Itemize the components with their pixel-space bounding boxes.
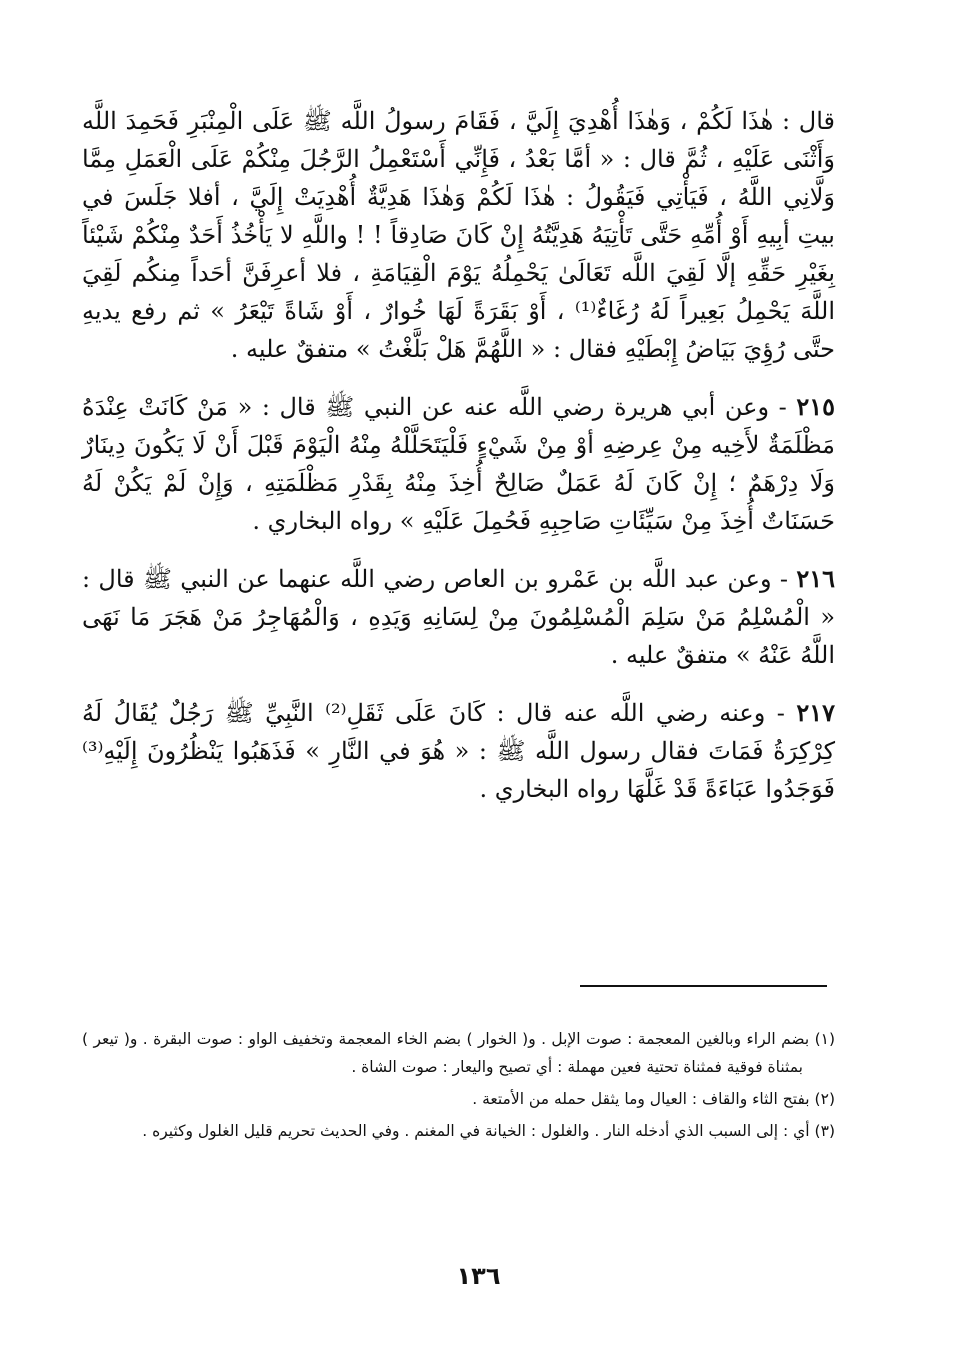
footnotes — [82, 1025, 835, 1149]
footnote-2 — [82, 1085, 835, 1113]
footnote-3 — [82, 1117, 835, 1145]
hadith-text: وعنه رضي اللَّه عنه قال : كَانَ عَلَى ثَقَلِ⁽²⁾ النَّبِيِّ ﷺ رَجُلٌ يُقَالُ لَهُ كِرْكِرَةُ فَمَاتَ فقال رسول اللَّه ﷺ : « هُوَ في النَّارِ » فَذَهَبُوا يَنْظُرُونَ إِلَيْهِ⁽³⁾ فَوَجَدُوا عَبَاءَةً قَدْ غَلَّهَا رواه البخاري . — [82, 699, 835, 803]
hadith-217 — [82, 694, 835, 808]
continued-paragraph: قال : هٰذَا لَكُمْ ، وَهٰذَا أُهْدِيَ إِلَيَّ ، فَقَامَ رسولُ اللَّه ﷺ عَلَى الْمِنْبَرِ فَحَمِدَ اللَّه وَأَثْنَى عَلَيْهِ ، ثُمَّ قال : « أمَّا بَعْدُ ، فَإِنِّي أَسْتَعْمِلُ الرَّجُلَ مِنْكُمْ عَلَى الْعَمَلِ مِمَّا وَلَّانِي اللَّهُ ، فَيَأْتِي فَيَقُولُ : هٰذَا لَكُمْ وَهٰذَا هَدِيَّةٌ أُهْدِيَتْ إِلَيَّ ، أفلا جَلَسَ في بيتِ أبِيهِ أَوْ أُمِّهِ حَتَّى تَأْتِيَهُ هَدِيَّتُهُ إِنْ كَانَ صَادِقاً ! ! واللَّهِ لا يَأْخُذُ أَحَدٌ مِنْكُمْ شَيْئاً بِغَيْرِ حَقِّهِ إلَّا لَقِيَ اللَّه تَعَالَىٰ يَحْمِلُهُ يَوْمَ الْقِيَامَةِ ، فلا أعرِفَنَّ أحَداً مِنكُم لَقِيَ اللَّهَ يَحْمِلُ بَعِيراً لَهُ رُغَاءٌ⁽¹⁾ ، أَوْ بَقَرَةً لَهَا خُوارٌ ، أَوْ شَاةً تَيْعَرُ » ثم رفع يديهِ حتَّى رُؤِيَ بَيَاضُ إِبْطَيْهِ فقال : « اللَّهُمَّ هَلْ بَلَّغْتُ » متفقٌ عليه . — [82, 107, 836, 363]
hadith-dash: - — [769, 393, 787, 421]
hadith-dash: - — [765, 699, 785, 727]
main-text — [82, 102, 835, 828]
hadith-216 — [82, 560, 835, 674]
page-number: ١٣٦ — [456, 1262, 501, 1290]
hadith-number: ٢١٥ — [796, 392, 835, 421]
footnote-marker: (٢) — [814, 1090, 835, 1108]
footnote-marker: (١) — [814, 1030, 836, 1048]
footnote-1 — [82, 1025, 835, 1081]
footnote-marker: (٣) — [814, 1122, 835, 1140]
footnote-text: بفتح الثاء والقاف : العيال وما يثقل حمله من الأمتعة . — [472, 1090, 810, 1108]
hadith-text: وعن عبد اللَّه بن عَمْرو بن العاص رضي اللَّه عنهما عن النبي ﷺ قال : « الْمُسْلِمُ مَنْ سَلِمَ الْمُسْلِمُونَ مِنْ لِسَانِهِ وَيَدِهِ ، وَالْمُهَاجِرُ مَنْ هَجَرَ مَا نَهَى اللَّهُ عَنْهُ » متفقٌ عليه . — [82, 565, 835, 669]
footnote-text: أي : إلى السبب الذي أدخله النار . والغلول : الخيانة في المغنم . وفي الحديث تحريم قليل الغلول وكثيره . — [142, 1122, 810, 1140]
hadith-215 — [82, 388, 835, 540]
hadith-number: ٢١٦ — [796, 564, 835, 593]
hadith-dash: - — [771, 565, 788, 593]
footnote-separator — [580, 985, 827, 987]
footnote-text: بضم الراء وبالغين المعجمة : صوت الإبل . و( الخوار ) بضم الخاء المعجمة وتخفيف الواو : صوت البقرة . و( تيعر ) بمثناة فوقية فمثناة تحتية فعين مهملة : أي تصيح واليعار : صوت الشاة . — [82, 1030, 810, 1076]
hadith-number: ٢١٧ — [796, 698, 836, 727]
hadith-text: وعن أبي هريرة رضي اللَّه عنه عن النبي ﷺ قال : « مَنْ كَانَتْ عِنْدَهُ مَظْلَمَةٌ لأَخِيه مِنْ عِرضِهِ أوْ مِنْ شَيْءٍ فَلْيَتَحَلَّلْهُ مِنْهُ الْيَوْمَ قَبْلَ أَنْ لَا يَكُونَ دِينَارٌ وَلَا دِرْهَمٌ ؛ إِنْ كَانَ لَهُ عَمَلٌ صَالِحٌ أُخِذَ مِنْهُ بِقَدْرِ مَظْلَمَتِهِ ، وَإِنْ لَمْ يَكُنْ لَهُ حَسَنَاتٌ أُخِذَ مِنْ سَيِّئَاتِ صَاحِبِهِ فَحُمِلَ عَلَيْهِ » رواه البخاري . — [82, 393, 835, 535]
